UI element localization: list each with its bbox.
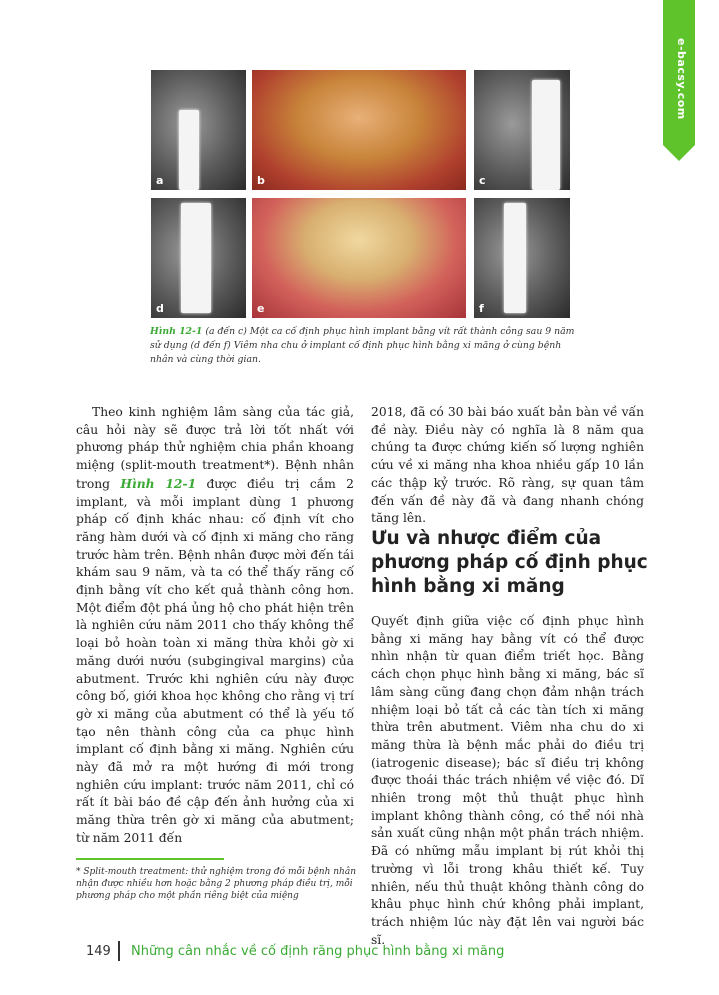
implant-image <box>504 203 526 313</box>
footer-divider <box>118 941 120 961</box>
figure-label-e: e <box>257 302 265 315</box>
caption-text: (a đến c) Một ca cố định phục hình implant bằng vít rất thành công sau 9 năm sử dụng (d đến f) Viêm nha chu ở implant cố định phục hình bằng xi măng ở cùng bệnh nhân và cùng thời gian. <box>150 326 575 365</box>
right-column-bottom <box>371 613 644 949</box>
sidebar-tab-text: e-bacsy.com <box>675 38 688 120</box>
footnote-divider <box>76 858 224 860</box>
section-heading: Ưu và nhược điểm của phương pháp cố định phục hình bằng xi măng <box>371 528 648 597</box>
implant-image <box>181 203 211 313</box>
figure-panel-b <box>252 70 466 190</box>
figure-panel-e <box>252 198 466 318</box>
body-text: Theo kinh nghiệm lâm sàng của tác giả, câu hỏi này sẽ được trả lời tốt nhất với phương pháp thử nghiệm chia phần khoang miệng (split-mouth treatment*). Bệnh nhân trong <box>76 405 354 491</box>
caption-figure-number: Hình 12-1 <box>150 326 203 337</box>
body-text: được điều trị cắm 2 implant, và mỗi implant dùng 1 phương pháp cố định khác nhau: cố định vít cho răng hàm dưới và cố định xi măng cho răng trước hàm trên. Bệnh nhân được mời đến tái khám sau 9 năm, và ta có thể thấy răng cố định bằng vít cho kết quả thành công hơn. Một điểm đột phá ủng hộ cho phát hiện trên là nghiên cứu năm 2011 cho thấy không thể loại bỏ hoàn toàn xi măng thừa khỏi gờ xi măng dưới nướu (subgingival margins) của abutment. Trước khi nghiên cứu này được công bố, giới khoa học không cho rằng vị trí gờ xi măng của abutment có thể là yếu tố tạo nên thành công của ca phục hình implant cố định bằng xi măng. Nghiên cứu này đã mở ra một hướng đi mới trong nghiên cứu implant: trước năm 2011, chỉ có rất ít bài báo đề cập đến ảnh hưởng của xi măng thừa trên gờ xi măng của abutment; từ năm 2011 đến <box>76 476 354 845</box>
figure-caption <box>150 325 575 367</box>
body-paragraph: Quyết định giữa việc cố định phục hình bằng xi măng hay bằng vít có thể được nhìn nhận từ quan điểm triết học. Bằng cách chọn phục hình bằng xi măng, bác sĩ lâm sàng cũng đang chọn đảm nhận trách nhiệm loại bỏ tất cả các tàn tích xi măng thừa trên abutment. Viêm nha chu do xi măng thừa là bệnh mắc phải do điều trị (iatrogenic disease); bác sĩ điều trị không được thoái thác trách nhiệm về việc đó. Dĩ nhiên trong một thủ thuật phục hình implant không thành công, có thể nói nhà sản xuất cũng nhận một phần trách nhiệm. Đã có những mẫu implant bị rút khỏi thị trường vì lỗi trong khâu thiết kế. Tuy nhiên, nếu thủ thuật không thành công do khâu phục hình chứ không phải implant, trách nhiệm lúc này đặt lên vai người bác sĩ. <box>371 614 644 947</box>
figure-panel-c <box>474 70 570 190</box>
figure-panel-d <box>151 198 246 318</box>
figure-panel-a <box>151 70 246 190</box>
figure-label-c: c <box>479 174 486 187</box>
figure-panel-f <box>474 198 570 318</box>
footnote: * Split-mouth treatment: thử nghiệm trong đó mỗi bệnh nhân nhận được nhiều hơn hoặc bằng 2 phương pháp điều trị, mỗi phương pháp cho một phần riêng biệt của miệng <box>76 867 357 901</box>
right-column-top <box>371 404 644 528</box>
page-number: 149 <box>86 944 111 959</box>
running-footer-title: Những cân nhắc về cố định răng phục hình bằng xi măng <box>131 944 505 959</box>
figure-reference-link[interactable]: Hình 12-1 <box>120 475 197 491</box>
body-paragraph <box>76 404 354 848</box>
implant-image <box>179 110 199 190</box>
left-column <box>76 404 354 848</box>
figure-label-f: f <box>479 302 484 315</box>
figure-label-a: a <box>156 174 164 187</box>
body-paragraph: 2018, đã có 30 bài báo xuất bản bàn về vấn đề này. Điều này có nghĩa là 8 năm qua chúng ta được chứng kiến số lượng nghiên cứu về xi măng nha khoa nhiều gấp 10 lần các thập kỷ trước. Rõ ràng, sự quan tâm đến vấn đề này đã và đang nhanh chóng tăng lên. <box>371 405 644 526</box>
figure-label-d: d <box>156 302 164 315</box>
implant-image <box>532 80 560 190</box>
figure-label-b: b <box>257 174 265 187</box>
